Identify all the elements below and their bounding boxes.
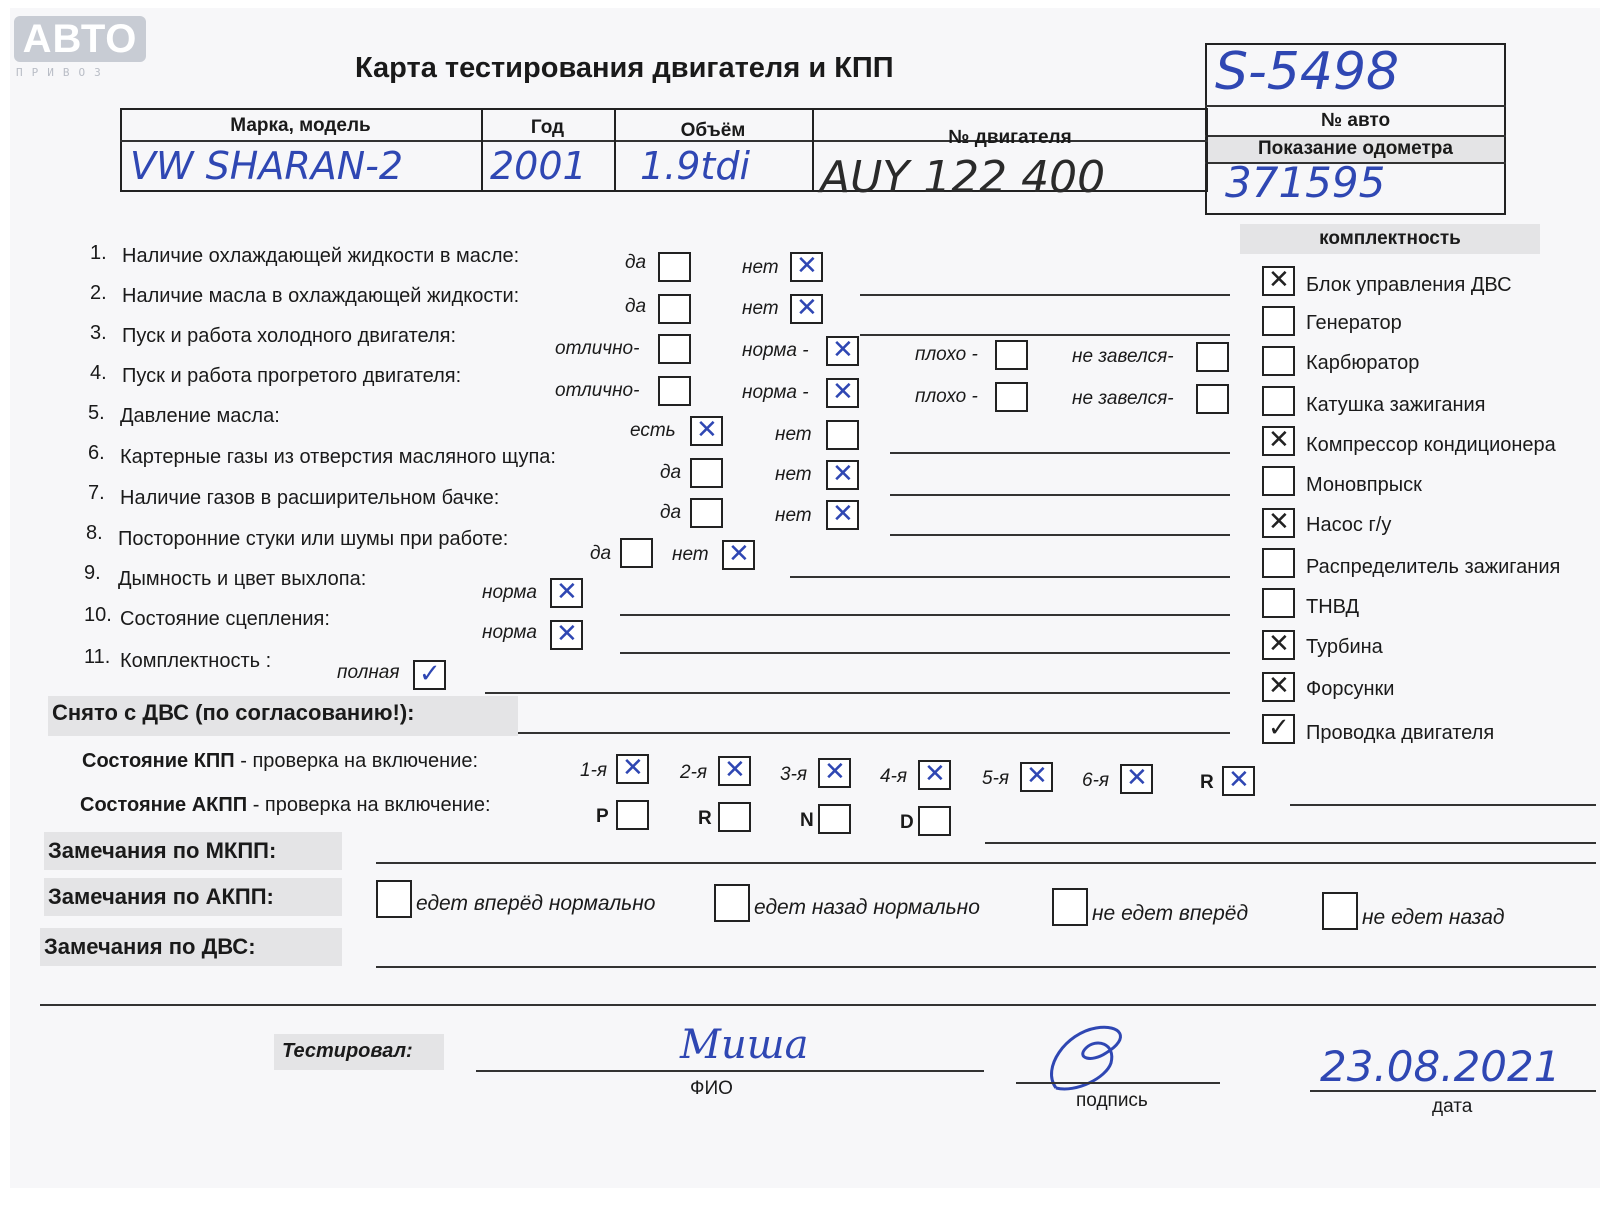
- check-mark: ✕: [724, 755, 746, 785]
- check-3-label: Пуск и работа холодного двигателя:: [122, 325, 457, 347]
- check-9-label: Дымность и цвет выхлопа:: [118, 568, 367, 590]
- check-mark: ✕: [1268, 507, 1290, 537]
- check-11-number: 11.: [84, 646, 111, 668]
- check-3-no-start-box[interactable]: [1196, 342, 1229, 372]
- akpp-gear-r-label: R: [698, 808, 712, 829]
- check-10-opt-normal: норма: [482, 622, 537, 643]
- akpp-forward-ok-box[interactable]: [376, 880, 412, 918]
- check-4-opt-no-start: не завелся-: [1072, 388, 1174, 409]
- check-2-no-box[interactable]: [790, 294, 823, 324]
- complete-item-10: Турбина: [1306, 636, 1383, 658]
- akpp-gear-p-label: P: [596, 806, 609, 827]
- check-5-present-box[interactable]: [690, 416, 723, 446]
- check-3-number: 3.: [90, 322, 107, 344]
- engine-value: AUY 122 400: [820, 152, 1106, 203]
- check-8-number: 8.: [86, 522, 103, 544]
- check-3-opt-bad: плохо -: [915, 344, 978, 365]
- check-4-opt-bad: плохо -: [915, 386, 978, 407]
- check-5-number: 5.: [88, 402, 105, 424]
- complete-box-10[interactable]: [1262, 630, 1295, 660]
- check-4-number: 4.: [90, 362, 107, 384]
- akpp-gear-d-box[interactable]: [918, 806, 951, 836]
- check-mark: ✕: [1268, 425, 1290, 455]
- akpp-gear-n-box[interactable]: [818, 804, 851, 834]
- akpp-backward-ok-box[interactable]: [714, 884, 750, 922]
- akpp-no-backward-box[interactable]: [1322, 892, 1358, 930]
- check-mark: ✓: [419, 659, 441, 689]
- check-4-no-start-box[interactable]: [1196, 384, 1229, 414]
- complete-item-6: Моновпрыск: [1306, 474, 1422, 496]
- check-4-normal-box[interactable]: [826, 378, 859, 408]
- check-11-label: Комплектность :: [120, 650, 272, 672]
- check-9-normal-box[interactable]: [550, 578, 583, 608]
- complete-box-4[interactable]: [1262, 386, 1295, 416]
- check-mark: ✕: [728, 539, 750, 569]
- volume-header: Объём: [680, 120, 746, 141]
- engine-header: № двигателя: [948, 127, 1072, 148]
- remarks-akpp-label: Замечания по АКПП:: [48, 884, 274, 909]
- check-mark: ✕: [832, 459, 854, 489]
- kpp-gear-r-box[interactable]: [1222, 766, 1255, 796]
- check-8-yes-box[interactable]: [620, 538, 653, 568]
- model-header: Марка, модель: [230, 115, 371, 136]
- check-mark: ✕: [824, 757, 846, 787]
- check-6-label: Картерные газы из отверстия масляного щупа:: [120, 446, 556, 468]
- check-4-excellent-box[interactable]: [658, 376, 691, 406]
- kpp-gear-4-box[interactable]: [918, 760, 951, 790]
- kpp-gear-1-label: 1-я: [580, 760, 608, 781]
- year-header: Год: [530, 117, 565, 138]
- complete-box-5[interactable]: [1262, 426, 1295, 456]
- complete-item-4: Катушка зажигания: [1306, 394, 1486, 416]
- model-value: VW SHARAN-2: [130, 144, 404, 188]
- kpp-gear-1-box[interactable]: [616, 754, 649, 784]
- check-4-opt-excellent: отлично-: [555, 380, 640, 401]
- akpp-no-backward-label: не едет назад: [1362, 906, 1505, 929]
- check-9-number: 9.: [84, 562, 101, 584]
- check-7-label: Наличие газов в расширительном бачке:: [120, 487, 500, 509]
- akpp-no-forward-box[interactable]: [1052, 888, 1088, 926]
- complete-item-5: Компрессор кондиционера: [1306, 434, 1556, 456]
- check-1-opt-yes: да: [625, 252, 647, 273]
- odometer-value: 371595: [1225, 158, 1386, 207]
- check-mark: ✕: [796, 251, 818, 281]
- check-mark: ✕: [1268, 629, 1290, 659]
- check-10-normal-box[interactable]: [550, 620, 583, 650]
- kpp-gear-5-label: 5-я: [982, 768, 1010, 789]
- check-mark: ✕: [832, 377, 854, 407]
- kpp-gear-4-label: 4-я: [880, 766, 908, 787]
- check-5-absent-box[interactable]: [826, 420, 859, 450]
- check-7-no-box[interactable]: [826, 500, 859, 530]
- check-3-bad-box[interactable]: [995, 340, 1028, 370]
- akpp-forward-ok-label: едет вперёд нормально: [416, 892, 656, 915]
- check-mark: ✕: [1228, 765, 1250, 795]
- complete-box-12[interactable]: [1262, 714, 1295, 744]
- complete-box-1[interactable]: [1262, 266, 1295, 296]
- check-2-yes-box[interactable]: [658, 294, 691, 324]
- check-11-opt-full: полная: [337, 662, 400, 683]
- complete-box-11[interactable]: [1262, 672, 1295, 702]
- year-value: 2001: [490, 144, 587, 188]
- volume-value: 1.9tdi: [640, 144, 751, 188]
- check-2-label: Наличие масла в охлаждающей жидкости:: [122, 285, 520, 307]
- kpp-gear-3-box[interactable]: [818, 758, 851, 788]
- check-1-number: 1.: [90, 242, 107, 264]
- complete-item-2: Генератор: [1306, 312, 1402, 334]
- check-4-label: Пуск и работа прогретого двигателя:: [122, 365, 462, 387]
- complete-box-9[interactable]: [1262, 588, 1295, 618]
- check-mark: ✓: [1268, 713, 1290, 743]
- complete-box-6[interactable]: [1262, 466, 1295, 496]
- complete-item-8: Распределитель зажигания: [1306, 556, 1561, 578]
- check-2-opt-yes: да: [625, 296, 647, 317]
- check-1-yes-box[interactable]: [658, 252, 691, 282]
- check-mark: ✕: [1268, 265, 1290, 295]
- removed-label: Снято с ДВС (по согласованию!):: [52, 700, 415, 725]
- check-9-opt-normal: норма: [482, 582, 537, 603]
- akpp-no-forward-label: не едет вперёд: [1092, 902, 1249, 925]
- check-mark: ✕: [832, 335, 854, 365]
- vehicle-number-label: № авто: [1320, 110, 1391, 131]
- complete-item-1: Блок управления ДВС: [1306, 274, 1512, 296]
- check-3-normal-box[interactable]: [826, 336, 859, 366]
- akpp-gear-r-box[interactable]: [718, 802, 751, 832]
- akpp-label: Состояние АКПП - проверка на включение:: [80, 794, 491, 816]
- complete-item-9: ТНВД: [1306, 596, 1360, 618]
- kpp-label: Состояние КПП - проверка на включение:: [82, 750, 479, 772]
- check-8-opt-no: нет: [672, 544, 709, 565]
- check-8-label: Посторонние стуки или шумы при работе:: [118, 528, 509, 550]
- complete-item-7: Насос г/у: [1306, 514, 1392, 536]
- check-3-opt-no-start: не завелся-: [1072, 346, 1174, 367]
- odometer-label: Показание одометра: [1258, 138, 1453, 159]
- date-label: дата: [1432, 1096, 1473, 1117]
- check-4-bad-box[interactable]: [995, 382, 1028, 412]
- check-7-opt-yes: да: [660, 502, 682, 523]
- check-mark: ✕: [1026, 761, 1048, 791]
- akpp-gear-d-label: D: [900, 812, 914, 833]
- check-1-label: Наличие охлаждающей жидкости в масле:: [122, 245, 520, 267]
- stock-number: S-5498: [1215, 42, 1400, 102]
- complete-item-12: Проводка двигателя: [1306, 722, 1495, 744]
- check-1-no-box[interactable]: [790, 252, 823, 282]
- check-mark: ✕: [696, 415, 718, 445]
- logo-subtitle: ПРИВОЗ: [16, 66, 110, 79]
- signature-label: подпись: [1076, 1090, 1148, 1111]
- kpp-gear-6-box[interactable]: [1120, 764, 1153, 794]
- check-3-excellent-box[interactable]: [658, 334, 691, 364]
- check-3-opt-normal: норма -: [742, 340, 809, 361]
- check-6-opt-no: нет: [775, 464, 812, 485]
- check-7-yes-box[interactable]: [690, 498, 723, 528]
- check-mark: ✕: [556, 577, 578, 607]
- complete-box-3[interactable]: [1262, 346, 1295, 376]
- check-mark: ✕: [556, 619, 578, 649]
- akpp-backward-ok-label: едет назад нормально: [754, 896, 980, 919]
- check-mark: ✕: [1268, 671, 1290, 701]
- check-11-full-box[interactable]: [413, 660, 446, 690]
- complete-box-2[interactable]: [1262, 306, 1295, 336]
- complete-item-11: Форсунки: [1306, 678, 1395, 700]
- page-title: Карта тестирования двигателя и КПП: [355, 52, 894, 84]
- signature-scribble: [1036, 1018, 1146, 1098]
- remarks-dvs-label: Замечания по ДВС:: [44, 934, 256, 959]
- fio-label: ФИО: [690, 1078, 733, 1099]
- check-mark: ✕: [796, 293, 818, 323]
- kpp-gear-r-label: R: [1200, 772, 1214, 793]
- check-mark: ✕: [924, 759, 946, 789]
- akpp-gear-p-box[interactable]: [616, 800, 649, 830]
- check-5-label: Давление масла:: [120, 405, 280, 427]
- check-1-opt-no: нет: [742, 257, 779, 278]
- kpp-gear-5-box[interactable]: [1020, 762, 1053, 792]
- check-7-opt-no: нет: [775, 505, 812, 526]
- complete-item-3: Карбюратор: [1306, 352, 1420, 374]
- check-5-opt-absent: нет: [775, 424, 812, 445]
- check-10-label: Состояние сцепления:: [120, 608, 330, 630]
- check-3-opt-excellent: отлично-: [555, 338, 640, 359]
- tested-by-label: Тестировал:: [282, 1040, 413, 1062]
- complete-box-8[interactable]: [1262, 548, 1295, 578]
- check-7-number: 7.: [88, 482, 105, 504]
- logo: АВТО: [14, 16, 146, 62]
- tester-name: Миша: [680, 1022, 809, 1068]
- check-2-number: 2.: [90, 282, 107, 304]
- check-4-opt-normal: норма -: [742, 382, 809, 403]
- kpp-gear-3-label: 3-я: [780, 764, 808, 785]
- check-6-number: 6.: [88, 442, 105, 464]
- check-6-opt-yes: да: [660, 462, 682, 483]
- check-2-opt-no: нет: [742, 298, 779, 319]
- completeness-title: комплектность: [1240, 224, 1540, 254]
- remarks-mkpp-label: Замечания по МКПП:: [48, 838, 277, 863]
- complete-box-7[interactable]: [1262, 508, 1295, 538]
- check-8-opt-yes: да: [590, 543, 612, 564]
- check-10-number: 10.: [84, 604, 112, 626]
- kpp-gear-2-box[interactable]: [718, 756, 751, 786]
- check-6-yes-box[interactable]: [690, 458, 723, 488]
- check-6-no-box[interactable]: [826, 460, 859, 490]
- kpp-gear-2-label: 2-я: [680, 762, 708, 783]
- kpp-gear-6-label: 6-я: [1082, 770, 1110, 791]
- check-8-no-box[interactable]: [722, 540, 755, 570]
- akpp-gear-n-label: N: [800, 810, 814, 831]
- check-mark: ✕: [1126, 763, 1148, 793]
- test-date: 23.08.2021: [1320, 1042, 1561, 1091]
- check-mark: ✕: [832, 499, 854, 529]
- check-5-opt-present: есть: [630, 420, 676, 441]
- check-mark: ✕: [622, 753, 644, 783]
